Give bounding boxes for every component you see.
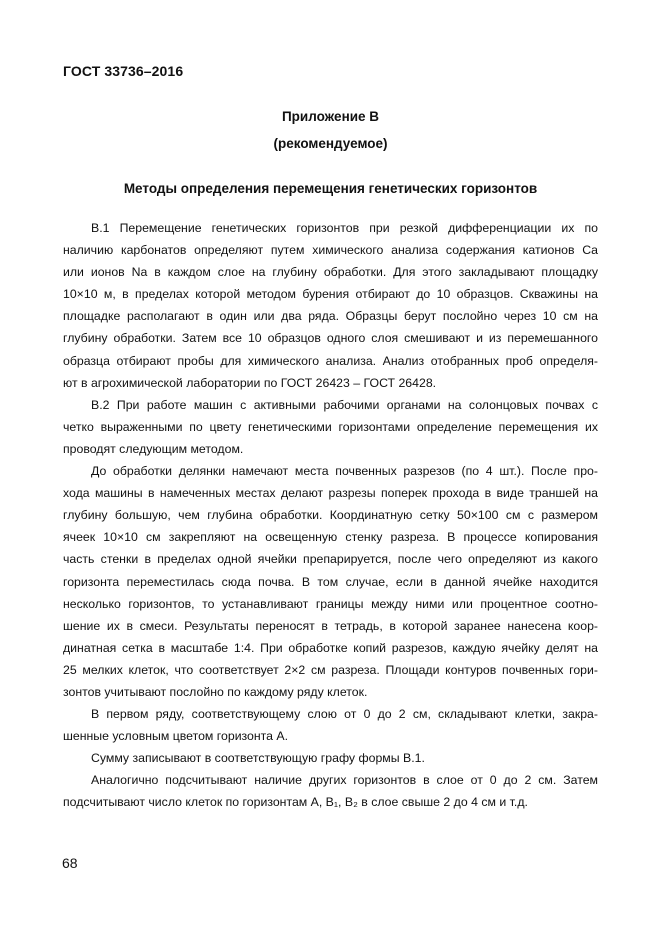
body-text [63,217,598,814]
text-line: В.1 Перемещение генетических горизонтов при резкой дифференциации их по [91,221,598,235]
text-line: ют в агрохимической лаборатории по ГОСТ 26423 – ГОСТ 26428. [63,375,437,390]
text-line: ячеек 10×10 см закрепляют на освещенную стенку разреза. В процессе копирования [63,530,598,545]
document-code-header: ГОСТ 33736–2016 [63,63,184,79]
text-line: образца отбирают пробы для химического анализа. Анализ отобранных проб определя- [63,353,598,368]
appendix-title: Приложение В [281,109,380,124]
text-line: динатная сетка в масштабе 1:4. При обработке копий разрезов, каждую ячейку делят на [63,640,598,655]
text-line: 10×10 м, в пределах которой методом бурения отбирают до 10 образцов. Скважины на [63,287,598,302]
text-line: часть стенки в пределах одной ячейки препарируется, после чего определяют из какого [63,552,598,567]
text-line: несколько горизонтов, то устанавливают границы между ними или процентное соотно- [63,596,598,611]
text-line: шение их в смеси. Результаты переносят в тетрадь, в которой заранее нанесена коор- [63,618,598,633]
text-line: 25 мелких клеток, что соответствует 2×2 см разреза. Площади контуров почвенных гори- [63,662,598,677]
section-title: Методы определения перемещения генетических горизонтов [123,181,538,196]
text-line: горизонта переместилась сюда почва. В том случае, если в данной ячейке находится [63,574,598,589]
text-line: хода машины в намеченных местах делают разрезы поперек прохода в виде траншей на [63,486,598,501]
page-number: 68 [62,855,78,871]
text-line: наличию карбонатов определяют путем химического анализа содержания катионов Ca [63,243,598,258]
text-line: или ионов Na в каждом слое на глубину обработки. Для этого закладывают площадку [63,265,598,280]
text-line: До обработки делянки намечают места почвенных разрезов (по 4 шт.). После про- [91,464,598,479]
text-line: шенные условным цветом горизонта А. [63,729,289,744]
text-line: подсчитывают число клеток по горизонтам А, В₁, В₂ в слое свыше 2 до 4 см и т.д. [63,795,528,810]
text-line: Сумму записывают в соответствующую графу формы В.1. [91,751,425,766]
text-line: зонтов учитывают послойно по каждому ряду клеток. [63,684,368,699]
text-line: глубину обработки. Затем все 10 образцов одного слоя смешивают и из перемешанного [63,331,598,346]
text-line: В первом ряду, соответствующему слою от 0 до 2 см, складывают клетки, закра- [91,707,598,722]
text-line: площадке располагают в один или два ряда. Образцы берут послойно через 10 см на [63,309,598,324]
text-line: четко выраженными по цвету генетическими горизонтами определение перемещения их [63,419,598,434]
appendix-subtitle: (рекомендуемое) [273,136,388,151]
text-line: глубину большую, чем глубина обработки. Координатную сетку 50×100 см с размером [63,508,598,523]
text-line: В.2 При работе машин с активными рабочими органами на солонцовых почвах с [91,397,598,412]
text-line: проводят следующим методом. [63,441,244,456]
text-line: Аналогично подсчитывают наличие других горизонтов в слое от 0 до 2 см. Затем [91,773,598,788]
